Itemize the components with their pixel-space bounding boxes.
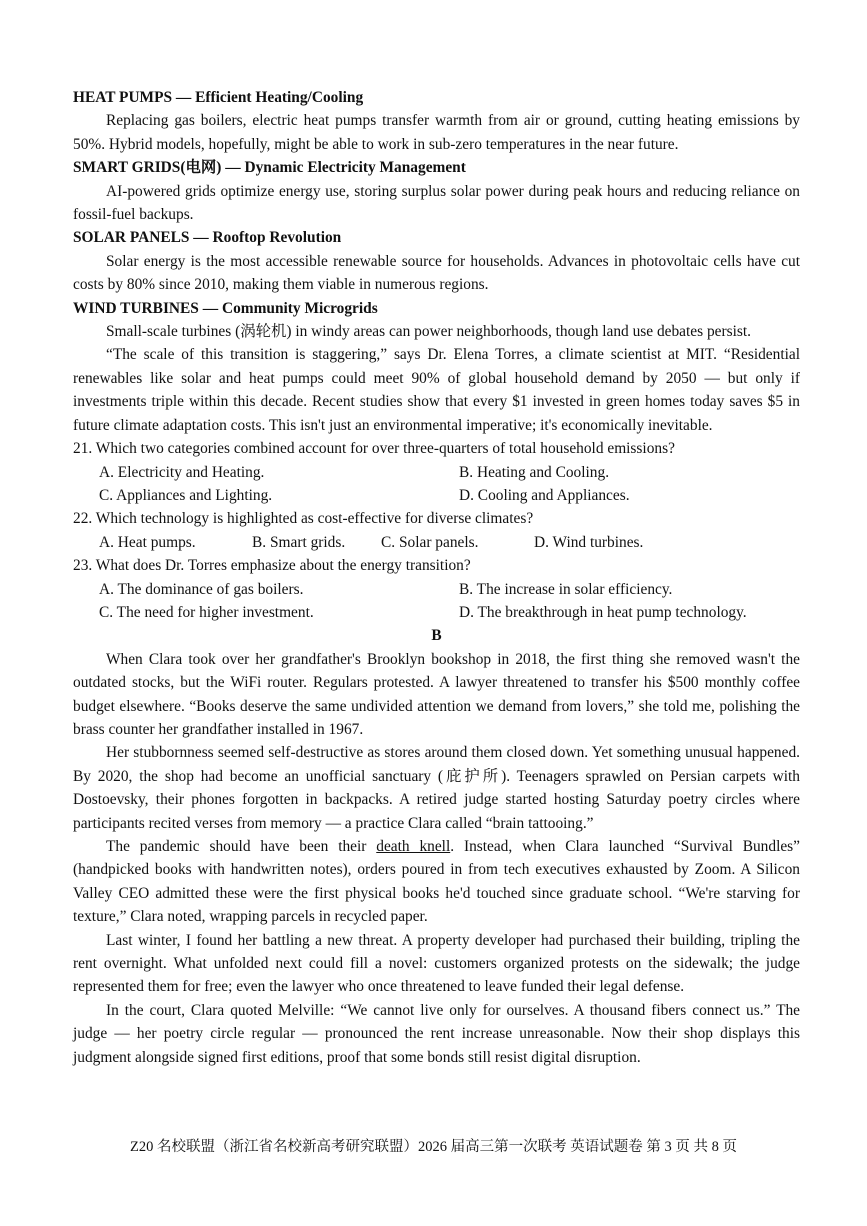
paragraph-3-end: . Instead, when Clara launched “Survival Bundles” (handpicked books with handwritten notes), orders poured in from tech executives exhausted by Zoom. A Silicon Valley CEO admitted these were the first physical books he'd touched since graduate school. “We're starving for texture,” Clara noted, wrapping parcels in recycled paper.: [73, 838, 800, 926]
question-22-option-c[interactable]: C. Solar panels.: [381, 533, 479, 551]
section-heading-solar-panels: SOLAR PANELS — Rooftop Revolution: [73, 229, 342, 247]
question-23-option-c[interactable]: C. The need for higher investment.: [99, 603, 314, 621]
passage-b-paragraph-4: Last winter, I found her battling a new threat. A property developer had purchased their building, tripling the rent overnight. What unfolded next could fill a novel: customers organized protests on the sidewalk; the judge represented them for free; even the lawyer who once threatened to leave funded their legal defense.: [73, 931, 800, 996]
section-heading-heat-pumps: HEAT PUMPS — Efficient Heating/Cooling: [73, 89, 364, 106]
question-23-option-a[interactable]: A. The dominance of gas boilers.: [99, 580, 304, 598]
question-22-stem: 22. Which technology is highlighted as cost-effective for diverse climates?: [73, 510, 534, 528]
question-22-option-b[interactable]: B. Smart grids.: [252, 533, 346, 551]
passage-b-label: B: [431, 627, 442, 645]
underlined-phrase-death-knell: death knell: [376, 838, 451, 855]
section-text-solar-panels: Solar energy is the most accessible renewable source for households. Advances in photovoltaic cells have cut costs by 80% since 2010, making them viable in numerous regions.: [73, 252, 800, 294]
question-22-option-a[interactable]: A. Heat pumps.: [99, 533, 196, 551]
question-21-stem: 21. Which two categories combined account for over three-quarters of total household emissions?: [73, 440, 675, 458]
question-21-option-a[interactable]: A. Electricity and Heating.: [99, 463, 265, 481]
question-21-option-d[interactable]: D. Cooling and Appliances.: [459, 486, 630, 504]
expert-quote: “The scale of this transition is staggering,” says Dr. Elena Torres, a climate scientist at MIT. “Residential renewables like solar and heat pumps could meet 90% of global household demand by 2050 — but only if investments triple within this decade. Recent studies show that every $1 invested in green homes today saves $5 in future climate adaptation costs. This isn't just an environmental imperative; it's economically inevitable.: [73, 346, 800, 434]
passage-b-paragraph-2: Her stubbornness seemed self-destructive as stores around them closed down. Yet something unusual happened. By 2020, the shop had become an unofficial sanctuary (庇护所). Teenagers sprawled on Persian carpets with Dostoevsky, their phones forgotten in backpacks. A retired judge started hosting Saturday poetry circles where participants recited verses from memory — a practice Clara called “brain tattooing.”: [73, 744, 800, 832]
section-text-heat-pumps: Replacing gas boilers, electric heat pumps transfer warmth from air or ground, cutting heating emissions by 50%. Hybrid models, hopefully, might be able to work in sub-zero temperatures in the near future.: [73, 112, 800, 153]
passage-b-paragraph-1: When Clara took over her grandfather's Brooklyn bookshop in 2018, the first thing she removed wasn't the outdated stocks, but the WiFi router. Regulars protested. A lawyer threatened to transfer his $500 monthly coffee budget elsewhere. “Books deserve the same undivided attention we demand from lovers,” she told me, polishing the brass counter her grandfather installed in 1967.: [73, 650, 800, 738]
passage-b-paragraph-5: In the court, Clara quoted Melville: “We cannot live only for ourselves. A thousand fibers connect us.” The judge — her poetry circle regular — pronounced the rent increase unreasonable. Now their shop displays this judgment alongside signed first editions, proof that some bonds still resist digital disruption.: [73, 1001, 800, 1066]
question-23-option-b[interactable]: B. The increase in solar efficiency.: [459, 580, 673, 598]
passage-b-paragraph-3: [73, 835, 800, 929]
section-heading-wind-turbines: WIND TURBINES — Community Microgrids: [73, 299, 378, 317]
question-23-options: [73, 578, 800, 625]
section-text-wind-turbines: Small-scale turbines (涡轮机) in windy areas can power neighborhoods, though land use debates persist.: [106, 323, 751, 341]
page-content: [73, 86, 800, 1069]
section-text-smart-grids: AI-powered grids optimize energy use, storing surplus solar power during peak hours and reducing reliance on fossil-fuel backups.: [73, 182, 800, 224]
question-22-options: [73, 531, 800, 554]
question-22-option-d[interactable]: D. Wind turbines.: [534, 533, 644, 551]
question-21-option-b[interactable]: B. Heating and Cooling.: [459, 463, 610, 481]
section-heading-smart-grids: SMART GRIDS(电网) — Dynamic Electricity Management: [73, 159, 466, 177]
question-23-option-d[interactable]: D. The breakthrough in heat pump technology.: [459, 603, 747, 621]
question-23-stem: 23. What does Dr. Torres emphasize about the energy transition?: [73, 557, 471, 575]
question-21-option-c[interactable]: C. Appliances and Lighting.: [99, 486, 273, 504]
page-footer: Z20 名校联盟（浙江省名校新高考研究联盟）2026 届高三第一次联考 英语试题卷 第 3 页 共 8 页: [130, 1139, 737, 1155]
question-21-options: [73, 461, 800, 508]
paragraph-3-start: The pandemic should have been their: [106, 838, 377, 855]
